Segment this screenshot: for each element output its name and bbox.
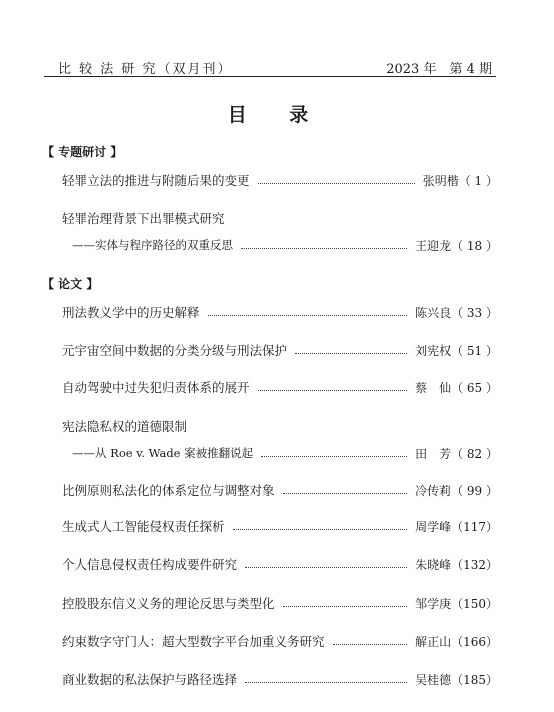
- leader-dots: [245, 682, 407, 683]
- leader-dots: [258, 183, 415, 184]
- entry-title: 元宇宙空间中数据的分类分级与刑法保护: [62, 343, 288, 358]
- entry-title: 自动驾驶中过失犯归责体系的展开: [62, 380, 250, 395]
- toc-entry[interactable]: [62, 303, 498, 321]
- section-heading-papers: 【 论文 】: [42, 277, 99, 291]
- leader-dots: [208, 315, 408, 316]
- entry-title[interactable]: 宪法隐私权的道德限制: [62, 419, 188, 434]
- entry-subtitle: ——从 Roe v. Wade 案被推翻说起: [72, 446, 254, 460]
- toc-entry[interactable]: [62, 171, 498, 189]
- issue-info: 2023 年 第 4 期: [386, 62, 492, 77]
- entry-title: 生成式人工智能侵权责任探析: [62, 519, 225, 534]
- entry-author-page: 刘宪权（ 51 ）: [415, 343, 498, 358]
- toc-entry[interactable]: [62, 236, 498, 254]
- leader-dots: [333, 644, 408, 645]
- entry-author-page: 解正山（166）: [415, 634, 498, 649]
- journal-name: 比 较 法 研 究（双月刊）: [58, 62, 233, 77]
- entry-title: 商业数据的私法保护与路径选择: [62, 672, 238, 687]
- toc-entry[interactable]: [62, 341, 498, 359]
- toc-entry[interactable]: [62, 594, 498, 612]
- leader-dots: [241, 248, 407, 249]
- toc-entry[interactable]: [62, 378, 498, 396]
- toc-entry[interactable]: [62, 444, 498, 462]
- entry-author-page: 王迎龙（ 18 ）: [415, 238, 498, 253]
- toc-entry[interactable]: [62, 517, 498, 535]
- entry-title: 轻罪立法的推进与附随后果的变更: [62, 173, 250, 188]
- toc-entry[interactable]: [62, 481, 498, 499]
- leader-dots: [295, 353, 407, 354]
- toc-entry[interactable]: [62, 670, 498, 688]
- entry-author-page: 周学峰（117）: [415, 519, 498, 534]
- journal-header: [44, 54, 496, 77]
- leader-dots: [233, 529, 408, 530]
- page-title: 目 录: [227, 104, 327, 126]
- entry-title[interactable]: 轻罪治理背景下出罪模式研究: [62, 211, 225, 226]
- entry-author-page: 邹学庚（150）: [415, 596, 498, 611]
- toc-entry[interactable]: [62, 555, 498, 573]
- entry-author-page: 张明楷（ 1 ）: [422, 173, 498, 188]
- entry-title: 约束数字守门人：超大型数字平台加重义务研究: [62, 634, 325, 649]
- entry-author-page: 冷传莉（ 99 ）: [415, 483, 498, 498]
- entry-author-page: 蔡 仙（ 65 ）: [415, 380, 498, 395]
- entry-author-page: 田 芳（ 82 ）: [415, 446, 498, 461]
- entry-title: 比例原则私法化的体系定位与调整对象: [62, 483, 275, 498]
- entry-author-page: 陈兴良（ 33 ）: [415, 305, 498, 320]
- entry-title: 控股股东信义义务的理论反思与类型化: [62, 596, 275, 611]
- entry-author-page: 吴桂德（185）: [415, 672, 498, 687]
- leader-dots: [261, 456, 407, 457]
- leader-dots: [245, 567, 407, 568]
- entry-author-page: 朱晓峰（132）: [415, 557, 498, 572]
- leader-dots: [258, 390, 408, 391]
- entry-title: 个人信息侵权责任构成要件研究: [62, 557, 238, 572]
- leader-dots: [283, 606, 408, 607]
- entry-title: 刑法教义学中的历史解释: [62, 305, 200, 320]
- section-heading-special: 【 专题研讨 】: [42, 145, 123, 159]
- leader-dots: [283, 493, 408, 494]
- toc-entry[interactable]: [62, 632, 498, 650]
- entry-subtitle: ——实体与程序路径的双重反思: [72, 238, 233, 252]
